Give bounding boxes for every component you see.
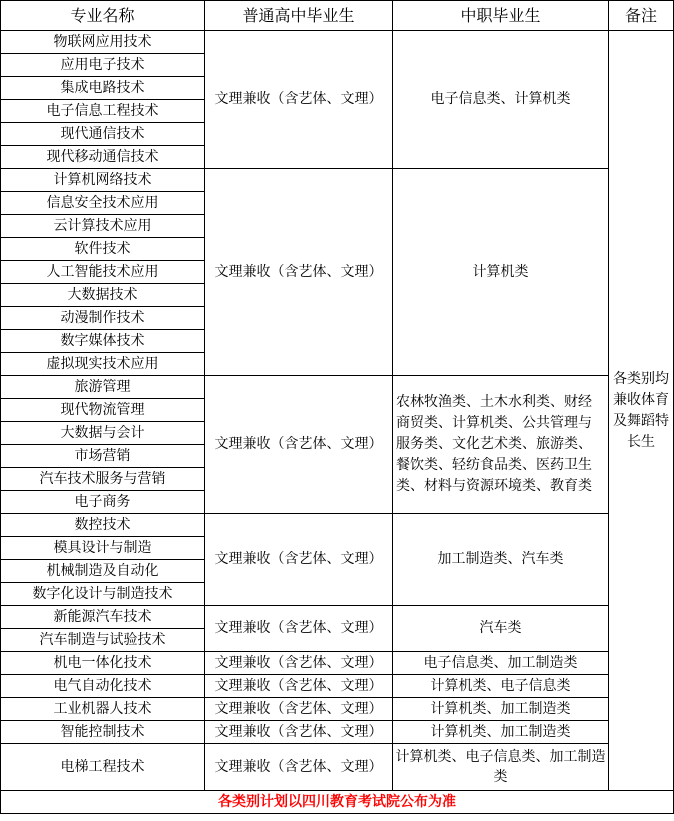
- header-major: 专业名称: [1, 1, 205, 31]
- major-name: 信息安全技术应用: [1, 192, 205, 215]
- vocational-requirement: 电子信息类、加工制造类: [393, 652, 609, 675]
- header-vocational: 中职毕业生: [393, 1, 609, 31]
- header-high-school: 普通高中毕业生: [205, 1, 393, 31]
- header-remark: 备注: [609, 1, 674, 31]
- major-name: 动漫制作技术: [1, 307, 205, 330]
- major-name: 计算机网络技术: [1, 169, 205, 192]
- header-row: [1, 1, 674, 31]
- remark-cell: 各类别均兼收体育及舞蹈特长生: [609, 31, 674, 791]
- high-school-requirement: 文理兼收（含艺体、文理）: [205, 376, 393, 514]
- table-row: [1, 606, 674, 629]
- table-row: [1, 744, 674, 791]
- major-name: 集成电路技术: [1, 77, 205, 100]
- major-name: 现代通信技术: [1, 123, 205, 146]
- major-name: 人工智能技术应用: [1, 261, 205, 284]
- table-row: [1, 698, 674, 721]
- major-name: 工业机器人技术: [1, 698, 205, 721]
- table-row: [1, 169, 674, 192]
- high-school-requirement: 文理兼收（含艺体、文理）: [205, 675, 393, 698]
- high-school-requirement: 文理兼收（含艺体、文理）: [205, 652, 393, 675]
- major-name: 电子信息工程技术: [1, 100, 205, 123]
- major-name: 数字媒体技术: [1, 330, 205, 353]
- footer-note: 各类别计划以四川教育考试院公布为准: [1, 791, 674, 814]
- major-name: 新能源汽车技术: [1, 606, 205, 629]
- major-name: 旅游管理: [1, 376, 205, 399]
- high-school-requirement: 文理兼收（含艺体、文理）: [205, 31, 393, 169]
- table-body: [1, 31, 674, 814]
- table-row: [1, 514, 674, 537]
- vocational-requirement: 计算机类、加工制造类: [393, 698, 609, 721]
- table-row: [1, 376, 674, 399]
- major-name: 机电一体化技术: [1, 652, 205, 675]
- major-name: 数控技术: [1, 514, 205, 537]
- vocational-requirement: 计算机类、电子信息类: [393, 675, 609, 698]
- major-name: 云计算技术应用: [1, 215, 205, 238]
- vocational-requirement: 汽车类: [393, 606, 609, 652]
- table-row: [1, 675, 674, 698]
- major-name: 机械制造及自动化: [1, 560, 205, 583]
- vocational-requirement: 加工制造类、汽车类: [393, 514, 609, 606]
- table-row: [1, 721, 674, 744]
- vocational-requirement: 电子信息类、计算机类: [393, 31, 609, 169]
- vocational-requirement: 计算机类: [393, 169, 609, 376]
- major-name: 市场营销: [1, 445, 205, 468]
- footer-row: [1, 791, 674, 814]
- major-name: 汽车技术服务与营销: [1, 468, 205, 491]
- major-name: 现代移动通信技术: [1, 146, 205, 169]
- major-name: 模具设计与制造: [1, 537, 205, 560]
- major-name: 智能控制技术: [1, 721, 205, 744]
- high-school-requirement: 文理兼收（含艺体、文理）: [205, 698, 393, 721]
- major-name: 电气自动化技术: [1, 675, 205, 698]
- major-name: 汽车制造与试验技术: [1, 629, 205, 652]
- vocational-requirement: 计算机类、电子信息类、加工制造类: [393, 744, 609, 791]
- high-school-requirement: 文理兼收（含艺体、文理）: [205, 721, 393, 744]
- high-school-requirement: 文理兼收（含艺体、文理）: [205, 606, 393, 652]
- major-name: 应用电子技术: [1, 54, 205, 77]
- major-name: 电梯工程技术: [1, 744, 205, 791]
- major-name: 大数据与会计: [1, 422, 205, 445]
- major-name: 数字化设计与制造技术: [1, 583, 205, 606]
- major-name: 虚拟现实技术应用: [1, 353, 205, 376]
- vocational-requirement: 农林牧渔类、土木水利类、财经商贸类、计算机类、公共管理与服务类、文化艺术类、旅游类、餐饮类、轻纺食品类、医药卫生类、材料与资源环境类、教育类: [393, 376, 609, 514]
- high-school-requirement: 文理兼收（含艺体、文理）: [205, 744, 393, 791]
- major-name: 电子商务: [1, 491, 205, 514]
- table-row: [1, 31, 674, 54]
- vocational-requirement: 计算机类、加工制造类: [393, 721, 609, 744]
- major-name: 软件技术: [1, 238, 205, 261]
- major-name: 物联网应用技术: [1, 31, 205, 54]
- high-school-requirement: 文理兼收（含艺体、文理）: [205, 169, 393, 376]
- major-name: 大数据技术: [1, 284, 205, 307]
- high-school-requirement: 文理兼收（含艺体、文理）: [205, 514, 393, 606]
- table-row: [1, 652, 674, 675]
- major-name: 现代物流管理: [1, 399, 205, 422]
